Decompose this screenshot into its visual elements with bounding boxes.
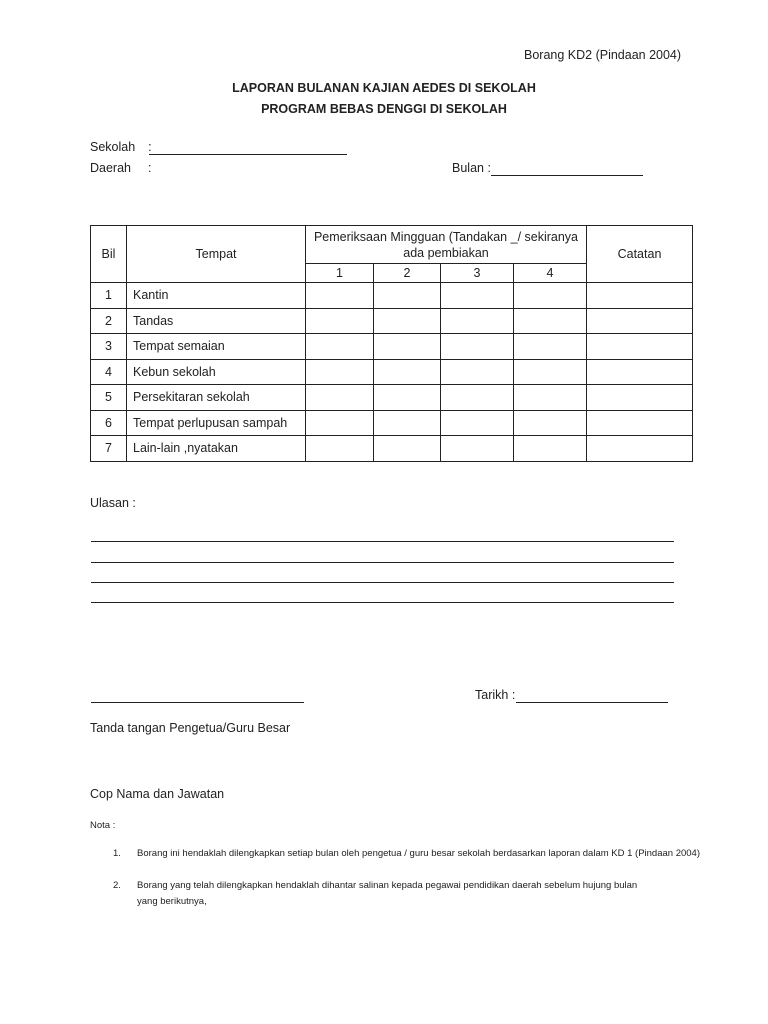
- week-2-header: 2: [374, 264, 441, 283]
- week-cell[interactable]: [441, 334, 514, 360]
- week-cell[interactable]: [374, 283, 441, 309]
- row-tempat: Tandas: [127, 308, 306, 334]
- week-cell[interactable]: [306, 436, 374, 462]
- table-row: [91, 334, 693, 360]
- table-row: [91, 436, 693, 462]
- daerah-label: Daerah: [90, 161, 131, 175]
- week-cell[interactable]: [441, 385, 514, 411]
- catatan-cell[interactable]: [587, 334, 693, 360]
- bulan-label: Bulan :: [452, 161, 491, 175]
- tarikh-input-line[interactable]: [516, 688, 668, 703]
- row-bil: 5: [91, 385, 127, 411]
- week-cell[interactable]: [441, 410, 514, 436]
- week-cell[interactable]: [306, 308, 374, 334]
- nota-label: Nota :: [90, 820, 116, 831]
- sekolah-label: Sekolah: [90, 140, 136, 154]
- form-code: Borang KD2 (Pindaan 2004): [524, 48, 682, 62]
- stamp-label: Cop Nama dan Jawatan: [90, 787, 225, 801]
- row-tempat: Lain-lain ,nyatakan: [127, 436, 306, 462]
- table-row: [91, 410, 693, 436]
- catatan-cell[interactable]: [587, 283, 693, 309]
- row-tempat: Tempat perlupusan sampah: [127, 410, 306, 436]
- week-cell[interactable]: [514, 385, 587, 411]
- week-cell[interactable]: [306, 385, 374, 411]
- signature-line[interactable]: [91, 688, 304, 703]
- inspection-table: [90, 225, 693, 462]
- week-cell[interactable]: [374, 410, 441, 436]
- week-cell[interactable]: [441, 283, 514, 309]
- week-cell[interactable]: [514, 334, 587, 360]
- bulan-input-line[interactable]: [491, 161, 643, 176]
- form-subtitle: PROGRAM BEBAS DENGGI DI SEKOLAH: [261, 102, 507, 116]
- week-cell[interactable]: [306, 359, 374, 385]
- row-tempat: Tempat semaian: [127, 334, 306, 360]
- table-row: [91, 359, 693, 385]
- sekolah-field: [90, 140, 152, 154]
- catatan-cell[interactable]: [587, 410, 693, 436]
- week-cell[interactable]: [306, 334, 374, 360]
- row-bil: 4: [91, 359, 127, 385]
- week-cell[interactable]: [374, 308, 441, 334]
- sekolah-input-line[interactable]: [149, 140, 347, 155]
- daerah-field: [90, 161, 151, 175]
- week-cell[interactable]: [306, 410, 374, 436]
- note-text: Borang yang telah dilengkapkan hendaklah dihantar salinan kepada pegawai pendidikan daerah sebelum hujung bulan yang berikutnya,: [137, 880, 638, 907]
- col-catatan-header: Catatan: [587, 226, 693, 283]
- col-bil-header: Bil: [91, 226, 127, 283]
- week-1-header: 1: [306, 264, 374, 283]
- row-tempat: Kebun sekolah: [127, 359, 306, 385]
- sekolah-colon: :: [148, 140, 152, 154]
- note-number: 1.: [113, 848, 121, 859]
- catatan-cell[interactable]: [587, 436, 693, 462]
- week-cell[interactable]: [374, 334, 441, 360]
- catatan-cell[interactable]: [587, 308, 693, 334]
- ulasan-line[interactable]: [91, 582, 674, 583]
- signature-label: Tanda tangan Pengetua/Guru Besar: [90, 721, 291, 735]
- catatan-cell[interactable]: [587, 359, 693, 385]
- tarikh-label: Tarikh :: [475, 688, 516, 702]
- note-text: Borang ini hendaklah dilengkapkan setiap bulan oleh pengetua / guru besar sekolah berdasarkan laporan dalam KD 1 (Pindaan 2004): [137, 848, 701, 859]
- form-title: LAPORAN BULANAN KAJIAN AEDES DI SEKOLAH: [232, 81, 536, 95]
- week-cell[interactable]: [514, 436, 587, 462]
- ulasan-label: Ulasan :: [90, 496, 136, 510]
- week-3-header: 3: [441, 264, 514, 283]
- week-cell[interactable]: [441, 359, 514, 385]
- daerah-colon: :: [147, 161, 152, 175]
- col-tempat-header: Tempat: [127, 226, 306, 283]
- week-cell[interactable]: [374, 359, 441, 385]
- ulasan-line[interactable]: [91, 562, 674, 563]
- row-tempat: Persekitaran sekolah: [127, 385, 306, 411]
- table-row: [91, 385, 693, 411]
- row-bil: 3: [91, 334, 127, 360]
- row-bil: 7: [91, 436, 127, 462]
- week-cell[interactable]: [441, 308, 514, 334]
- row-bil: 1: [91, 283, 127, 309]
- table-row: [91, 308, 693, 334]
- ulasan-line[interactable]: [91, 602, 674, 603]
- week-cell[interactable]: [514, 283, 587, 309]
- col-week-header: Pemeriksaan Mingguan (Tandakan _/ sekiranya ada pembiakan: [306, 226, 587, 264]
- week-cell[interactable]: [374, 436, 441, 462]
- catatan-cell[interactable]: [587, 385, 693, 411]
- week-cell[interactable]: [514, 410, 587, 436]
- row-bil: 6: [91, 410, 127, 436]
- week-4-header: 4: [514, 264, 587, 283]
- note-number: 2.: [113, 880, 121, 891]
- ulasan-line[interactable]: [91, 541, 674, 542]
- week-cell[interactable]: [514, 359, 587, 385]
- week-cell[interactable]: [306, 283, 374, 309]
- week-cell[interactable]: [374, 385, 441, 411]
- week-cell[interactable]: [441, 436, 514, 462]
- row-bil: 2: [91, 308, 127, 334]
- week-cell[interactable]: [514, 308, 587, 334]
- table-row: [91, 283, 693, 309]
- row-tempat: Kantin: [127, 283, 306, 309]
